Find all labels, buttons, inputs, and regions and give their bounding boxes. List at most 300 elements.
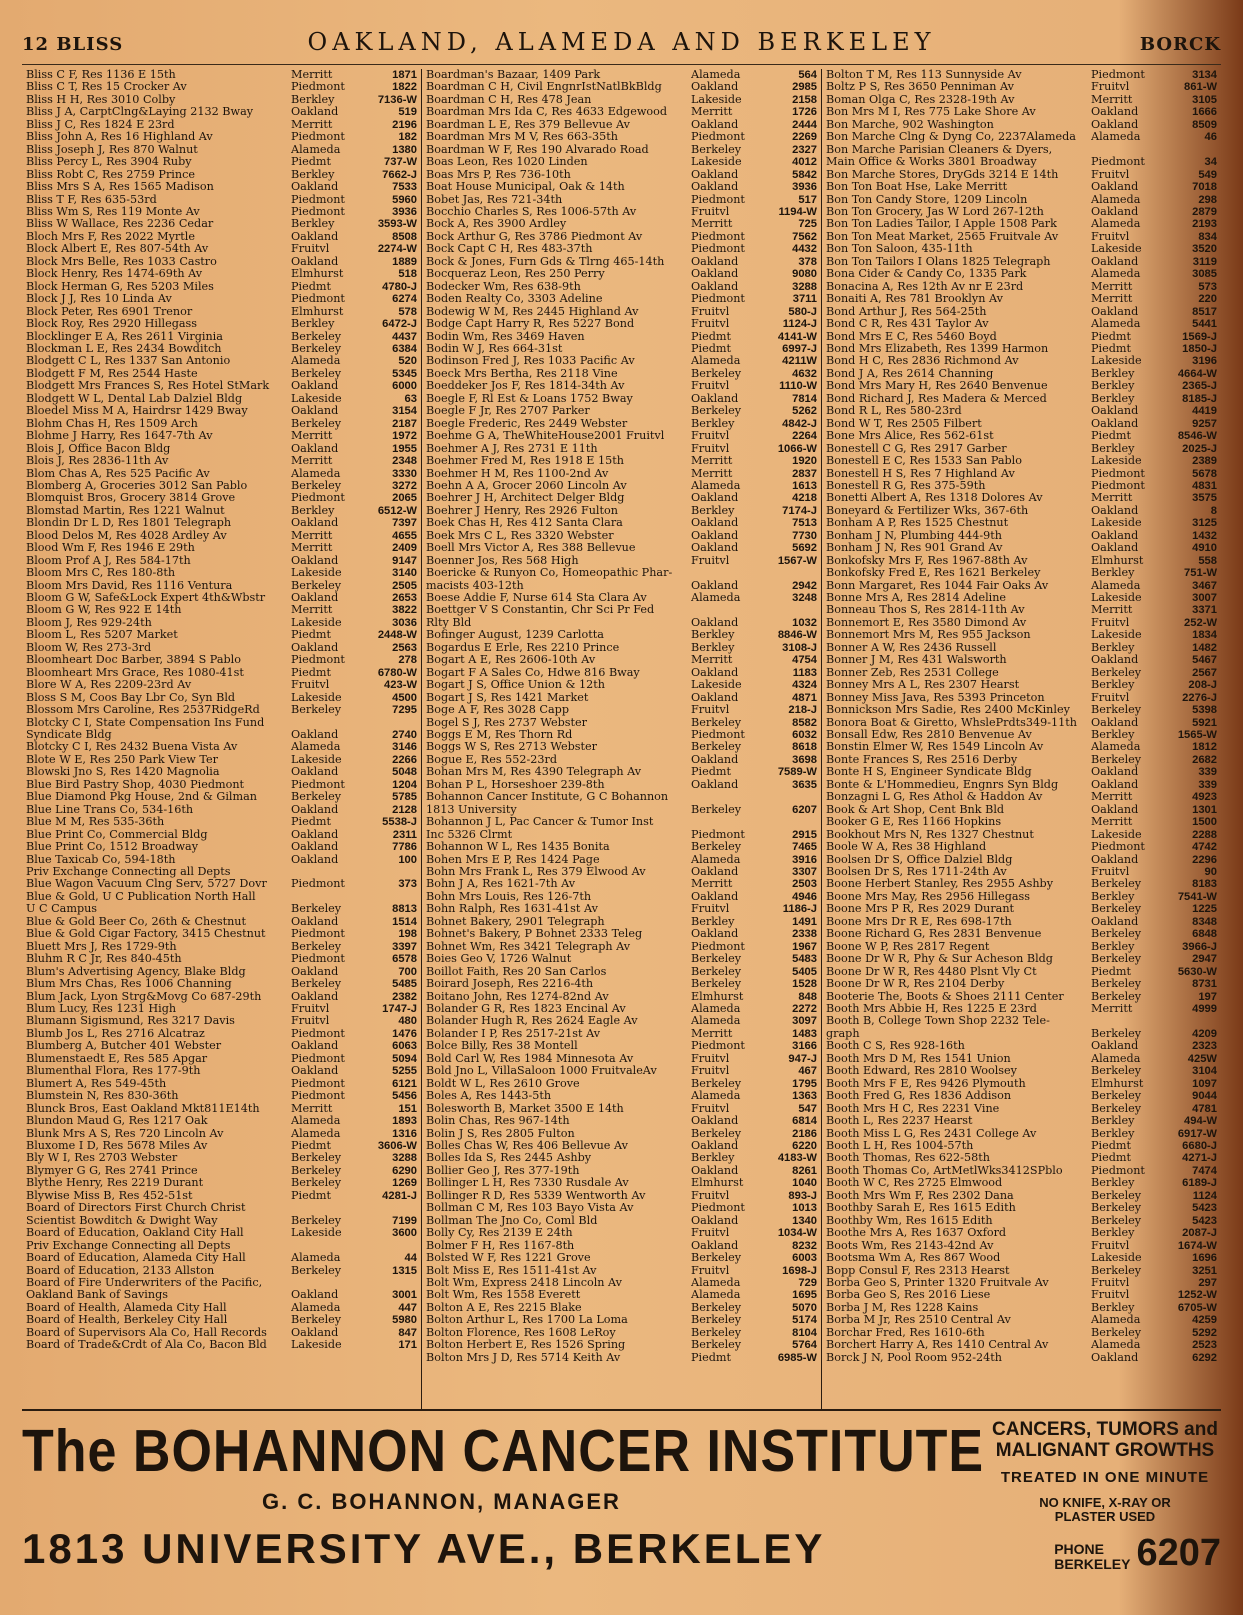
listing-exchange: Oakland [291,517,339,530]
listing-phone: 1040 [792,1177,817,1190]
listing-exchange: Merritt [1091,816,1133,829]
listing-phone: 1695 [792,1289,817,1302]
listing-phone: 2288 [1192,828,1217,841]
listing-exchange: Oakland [1091,504,1139,517]
listing-name: Bon Marche Stores, DryGds 3214 E 14th [826,168,1059,181]
listing-exchange: Merritt [291,455,333,468]
listing-phone: 3635 [792,778,817,791]
listing-entry [426,729,817,741]
listing-name: Booth Edward, Res 2810 Woolsey [826,1065,1017,1078]
listing-name: Bonnickson Mrs Sadie, Res 2400 McKinley [826,704,1070,717]
listing-phone: 7465 [792,841,817,854]
listing-phone: 9080 [792,268,817,281]
listing-exchange: Fruitvl [691,430,730,443]
listing-entry [26,978,417,990]
listing-entry [26,1028,417,1040]
listing-column-3 [821,69,1221,1409]
listing-entry [826,1339,1217,1351]
listing-exchange: Oakland [291,106,339,119]
ad-phone-label [1054,1542,1130,1572]
listing-name: Boehrer J H, Architect Delger Bldg [426,492,625,505]
listing-phone [365,1240,417,1252]
listing-exchange: Alameda [691,479,741,492]
listing-name: Blumstein N, Res 830-36th [26,1090,179,1103]
listing-entry [826,281,1217,293]
listing-exchange: Berkeley [1091,928,1142,941]
listing-exchange: Piedmt [1091,342,1131,355]
listing-exchange: Berkeley [1091,704,1142,717]
listing-exchange: Piedmont [291,1052,345,1065]
listing-phone: 2025-J [1182,442,1217,455]
listing-phone: 2186 [792,1127,817,1140]
listing-exchange: Alameda [1091,1052,1141,1065]
listing-phone: 3140 [392,567,417,580]
listing-exchange: Berkeley [1091,1189,1142,1202]
listing-phone: 6512-W [377,504,417,517]
listing-phone: 1432 [1192,529,1217,542]
listing-exchange [291,717,365,729]
listing-exchange: Berkley [691,504,735,517]
listing-name: Boolsen Dr S, Res 1711-24th Av [826,866,1007,878]
listing-phone: 5692 [792,542,817,555]
listing-phone: 2942 [792,579,817,592]
listing-exchange: Piedmt [291,666,331,679]
listing-exchange: Berkeley [691,405,742,418]
listing-entry [826,1090,1217,1102]
listing-exchange: Oakland [691,181,739,194]
listing-name: Boardman L E, Res 379 Bellevue Av [426,118,630,131]
listing-phone: 1380 [392,143,417,156]
listing-name: Bonte Frances S, Res 2516 Derby [826,753,1018,766]
listing-exchange: Piedmont [291,928,345,941]
listing-exchange: Piedmt [291,1189,331,1202]
listing-name: Bonte H S, Engineer Syndicate Bldg [826,766,1032,779]
listing-name: Boone Richard G, Res 2831 Benvenue [826,928,1042,941]
listing-entry [26,69,417,81]
listing-phone: 3119 [1192,255,1217,268]
listing-entry [826,679,1217,691]
listing-phone: 1032 [792,616,817,629]
listing-name: Blywise Miss B, Res 452-51st [26,1189,193,1202]
listing-phone: 2682 [1192,753,1217,766]
listing-phone: 1889 [392,255,417,268]
listing-entry [26,953,417,965]
listing-name: Boehme G A, TheWhiteHouse2001 Fruitvl [426,430,665,443]
listing-phone [765,604,817,616]
listing-entry [826,1289,1217,1301]
listing-entry [26,604,417,616]
listing-name: Blue Diamond Pkg House, 2nd & Gilman [26,791,257,804]
listing-name: Boardman C H, Civil EngnrIstNatlBkBldg [426,81,662,94]
listing-phone: 2196 [392,118,417,131]
listing-exchange: Piedmt [1091,430,1131,443]
listing-name: Bonacina A, Res 12th Av nr E 23rd [826,280,1024,293]
listing-name: Bogart F A Sales Co, Hdwe 816 Bway [426,666,640,679]
listing-phone: 1124 [1192,1189,1217,1202]
listing-exchange: Lakeside [291,616,342,629]
listing-entry [826,69,1217,81]
listing-exchange: Alameda [291,1115,341,1128]
listing-name: U C Campus [26,903,98,916]
listing-name: Bolles Ida S, Res 2445 Ashby [426,1152,592,1165]
listing-name: Bogel S J, Res 2737 Webster [426,716,587,729]
listing-entry [426,468,817,480]
listing-name: Bonora Boat & Giretto, WhslePrdts349-11th [826,716,1077,729]
listing-name: Bonsall Edw, Res 2810 Benvenue Av [826,729,1032,742]
listing-exchange: Merritt [291,542,333,555]
listing-exchange: Berkeley [691,953,742,966]
listing-exchange: Oakland [691,666,739,679]
listing-entry [426,1103,817,1115]
listing-name: Bon Ton Saloon, 435-11th [826,243,973,256]
listing-entry [26,791,417,803]
listing-phone: 9044 [1192,1090,1217,1103]
listing-exchange: Berkeley [691,143,742,156]
listing-phone: 4259 [1192,1314,1217,1327]
listing-exchange: Lakeside [291,753,342,766]
listing-name: Blockman L E, Res 2434 Bowditch [26,342,222,355]
listing-entry [26,741,417,753]
listing-name: Boggs E M, Res Thorn Rd [426,729,573,742]
listing-entry [826,1314,1217,1326]
listing-entry [826,542,1217,554]
listing-phone: 5980 [392,1314,417,1327]
listing-entry [426,978,817,990]
listing-exchange: Oakland [1091,654,1139,667]
listing-name: Bodin Wm, Res 3469 Haven [426,330,585,343]
listing-entry [826,629,1217,641]
listing-exchange [291,866,365,878]
listing-name: Bonestell R G, Res 375-59th [826,479,986,492]
listing-entry [826,1352,1217,1364]
listing-phone: 6121 [392,1077,417,1090]
listing-name: Bond Mrs Elizabeth, Res 1399 Harmon [826,342,1049,355]
listing-name: Boas Leon, Res 1020 Linden [426,156,588,169]
listing-entry [426,480,817,492]
listing-name: Boone W P, Res 2817 Regent [826,940,990,953]
listing-entry [426,1215,817,1227]
listing-entry [826,418,1217,430]
listing-name: Boone Dr W R, Res 4480 Plsnt Vly Ct [826,965,1037,978]
listing-exchange: Berkeley [1091,953,1142,966]
listing-entry [26,268,417,280]
listing-name: Booth Mrs Abbie H, Res 1225 E 23rd [826,1002,1037,1015]
listing-phone: 8104 [792,1326,817,1339]
listing-phone: 3085 [1192,268,1217,281]
listing-phone: 4324 [792,679,817,692]
listing-phone: 1252-W [1177,1289,1217,1302]
listing-entry [826,380,1217,392]
listing-exchange: Piedmt [691,1351,731,1364]
listing-name: Bodecker Wm, Res 638-9th [426,280,581,293]
listing-entry [26,642,417,654]
listing-exchange: Fruitvl [291,1002,330,1015]
listing-phone: 1186-J [782,903,817,916]
listing-entry [426,1140,817,1152]
listing-phone: 6848 [1192,928,1217,941]
listing-phone: 8731 [1192,978,1217,991]
listing-entry [826,1140,1217,1152]
listing-phone: 2985 [792,81,817,94]
listing-phone: 700 [398,965,417,978]
listing-name: Blois J, Res 2836-11th Av [26,455,169,468]
listing-entry [26,231,417,243]
listing-entry [426,966,817,978]
listing-phone: 3105 [1192,93,1217,106]
listing-phone: 6780-W [377,666,417,679]
listing-exchange: Berkeley [1091,1027,1142,1040]
listing-entry [426,281,817,293]
listing-name: Blum's Advertising Agency, Blake Bldg [26,965,246,978]
listing-exchange: Berkley [691,641,735,654]
listing-name: Boardman Mrs M V, Res 663-35th [426,131,618,144]
listing-phone: 4218 [792,492,817,505]
advertisement-banner [22,1411,1221,1611]
listing-entry [26,1265,417,1277]
listing-phone: 547 [798,1102,817,1115]
listing-exchange: Berkeley [1091,978,1142,991]
listing-exchange: Berkley [691,915,735,928]
listing-phone: 1955 [392,442,417,455]
listing-exchange: Merritt [1091,93,1133,106]
listing-phone: 6207 [792,803,817,816]
listing-entry [826,779,1217,791]
listing-name: Bond Mrs E C, Res 5460 Boyd [826,330,997,343]
listing-name: Bliss Mrs S A, Res 1565 Madison [26,181,214,194]
listing-name: Boneyard & Fertilizer Wks, 367-6th [826,504,1029,517]
listing-entry [826,1165,1217,1177]
listing-phone: 5630-W [1177,965,1217,978]
listing-name: Bolly Cy, Res 2139 E 24th [426,1227,573,1240]
listing-entry [26,679,417,691]
listing-entry [26,480,417,492]
listing-exchange [291,891,365,903]
listing-name: Bliss Robt C, Res 2759 Prince [26,168,195,181]
listing-name: Blocklinger E A, Res 2611 Virginia [26,330,223,343]
listing-exchange: Oakland [691,392,739,405]
listing-entry [426,1302,817,1314]
listing-name: Bohn Ralph, Res 1631-41st Av [426,903,598,916]
listing-entry [26,1003,417,1015]
listing-phone: 218-J [788,704,817,717]
listing-entry [426,530,817,542]
listing-exchange: Berkeley [291,704,342,717]
listing-exchange: Oakland [691,118,739,131]
listing-exchange: Oakland [291,442,339,455]
listing-exchange: Piedmont [291,131,345,144]
listing-entry [26,1177,417,1189]
listing-exchange: Oakland [691,168,739,181]
listing-exchange: Lakeside [291,567,342,580]
listing-exchange: Merritt [1091,791,1133,804]
listing-exchange: Oakland [691,579,739,592]
listing-exchange: Berkley [291,168,335,181]
listing-name: Boone Mrs P R, Res 2029 Durant [826,903,1015,916]
listing-entry [826,443,1217,455]
listing-name: Blue Bird Pastry Shop, 4030 Piedmont [26,778,245,791]
listing-entry [826,306,1217,318]
listing-entry [426,1265,817,1277]
listing-entry [426,144,817,156]
listing-entry [26,692,417,704]
listing-exchange: Oakland [691,268,739,281]
listing-phone: 7295 [392,704,417,717]
listing-phone: 1967 [792,940,817,953]
listing-entry [426,1065,817,1077]
listing-name: Blomquist Bros, Grocery 3814 Grove [26,492,236,505]
listing-entry [426,1040,817,1052]
listing-entry [426,194,817,206]
listing-phone: 2272 [792,1002,817,1015]
listing-phone [365,1277,417,1289]
listing-name: Boirard Joseph, Res 2216-4th [426,978,594,991]
listing-entry [426,443,817,455]
listing-name: Boehmer Fred M, Res 1918 E 15th [426,455,624,468]
listing-name: Bofinger August, 1239 Carlotta [426,629,604,642]
listing-name: Bliss H H, Res 3010 Colby [26,93,176,106]
listing-entry [826,829,1217,841]
listing-name: graph [826,1027,860,1040]
listing-exchange: Oakland [1091,529,1139,542]
listing-exchange: Lakeside [291,691,342,704]
listing-entry [426,1227,817,1239]
listing-entry [26,343,417,355]
listing-name: Boggs W S, Res 2713 Webster [426,741,597,754]
listing-exchange: Berkeley [291,1314,342,1327]
listing-entry [826,405,1217,417]
listing-exchange: Elmhurst [291,268,344,281]
ad-side-panel [989,1419,1221,1611]
listing-name: Board of Supervisors Ala Co, Hall Records [26,1326,267,1339]
listing-entry [826,293,1217,305]
listing-name: Borba Geo S, Res 2016 Liese [826,1289,991,1302]
listing-phone: 8509 [1192,118,1217,131]
listing-name: Blymyer G G, Res 2741 Prince [26,1164,198,1177]
listing-phone: 7562 [792,230,817,243]
listing-name: Bonner Zeb, Res 2531 College [826,666,999,679]
listing-exchange: Oakland [691,1139,739,1152]
listing-entry [26,1152,417,1164]
listing-name: Bloom J, Res 929-24th [26,616,152,629]
listing-exchange: Berkeley [691,1326,742,1339]
listing-exchange: Berkeley [691,978,742,991]
listing-phone: 5467 [1192,654,1217,667]
listing-phone [365,717,417,729]
listing-entry [26,542,417,554]
listing-phone: 198 [398,928,417,941]
listing-exchange: Elmhurst [691,1177,744,1190]
listing-entry [826,1053,1217,1065]
listing-exchange: Merritt [291,1102,333,1115]
listing-name: Blumenthal Flora, Res 177-9th [26,1065,201,1078]
page-guide-word: BORCK [1139,34,1221,55]
listing-name: Bolt Wm, Res 1558 Everett [426,1289,581,1302]
listing-phone: 3125 [1192,517,1217,530]
listing-exchange: Berkley [1091,1177,1135,1190]
listing-exchange: Oakland [691,492,739,505]
listing-entry [26,617,417,629]
listing-name: Blomstad Martin, Res 1221 Walnut [26,504,225,517]
listing-name: Blunck Bros, East Oakland Mkt811E14th [26,1102,260,1115]
listing-phone: 2915 [792,828,817,841]
listing-entry [426,642,817,654]
listing-entry [426,119,817,131]
listing-exchange: Alameda [291,1301,341,1314]
listing-entry [826,231,1217,243]
listing-name: Boat House Municipal, Oak & 14th [426,181,625,194]
listing-entry [426,903,817,915]
listing-exchange: Berkeley [1091,1214,1142,1227]
listing-name: Bohn Mrs Louis, Res 126-7th [426,890,592,903]
listing-name: Bobet Jas, Res 721-34th [426,193,563,206]
listing-name: Bogardus E Erle, Res 2210 Prince [426,641,620,654]
listing-entry [826,206,1217,218]
listing-name: Booth Fred G, Res 1836 Addison [826,1090,1012,1103]
listing-exchange: Piedmt [1091,1139,1131,1152]
listing-phone: 1315 [392,1264,417,1277]
listing-exchange: Lakeside [1091,828,1142,841]
listing-exchange: Merritt [691,1027,733,1040]
listing-entry [426,754,817,766]
listing-phone: 8232 [792,1239,817,1252]
listing-phone: 9147 [392,554,417,567]
listing-phone: 5255 [392,1065,417,1078]
listing-exchange: Fruitvl [1091,616,1130,629]
listing-phone: 3606-W [377,1139,417,1152]
listing-entry [426,131,817,143]
listing-name: Borchert Harry A, Res 1410 Central Av [826,1339,1049,1352]
listing-exchange: Oakland [291,990,339,1003]
listing-entry [826,991,1217,1003]
listing-exchange: Alameda [1091,268,1141,281]
listing-phone: 7589-W [777,766,817,779]
listing-exchange: Berkley [1091,1127,1135,1140]
listing-phone: 467 [798,1065,817,1078]
listing-entry [426,667,817,679]
listing-entry [26,1240,417,1252]
listing-exchange: Berkley [691,1152,735,1165]
listing-phone: 6032 [792,729,817,742]
listing-exchange: Oakland [691,529,739,542]
listing-exchange: Elmhurst [691,990,744,1003]
listing-phone: 7397 [392,517,417,530]
listing-entry [426,1327,817,1339]
listing-exchange: Fruitvl [691,305,730,318]
listing-entry [826,604,1217,616]
listing-entry [826,131,1217,143]
listing-entry [426,1240,817,1252]
listing-name: Bonham J N, Plumbing 444-9th [826,529,1002,542]
listing-phone: 2264 [792,430,817,443]
listing-phone [1165,1015,1217,1027]
listing-phone: 5764 [792,1339,817,1352]
listing-exchange: Merritt [1091,1002,1133,1015]
listing-name: Bonneau Thos S, Res 2814-11th Av [826,604,1025,617]
listing-phone: 44 [404,1252,417,1265]
listing-entry [826,343,1217,355]
listing-entry [426,1015,817,1027]
listing-name: Boge A F, Res 3028 Capp [426,704,569,717]
listing-entry [26,405,417,417]
listing-name: Borba J M, Res 1228 Kains [826,1301,979,1314]
listing-name: Bopp Consul F, Res 2313 Hearst [826,1264,1010,1277]
listing-entry [426,991,817,1003]
listing-phone: 1194-W [778,205,817,218]
listing-phone: 6000 [392,380,417,393]
listing-phone: 847 [398,1326,417,1339]
listing-entry [26,468,417,480]
listing-exchange: Oakland [291,255,339,268]
